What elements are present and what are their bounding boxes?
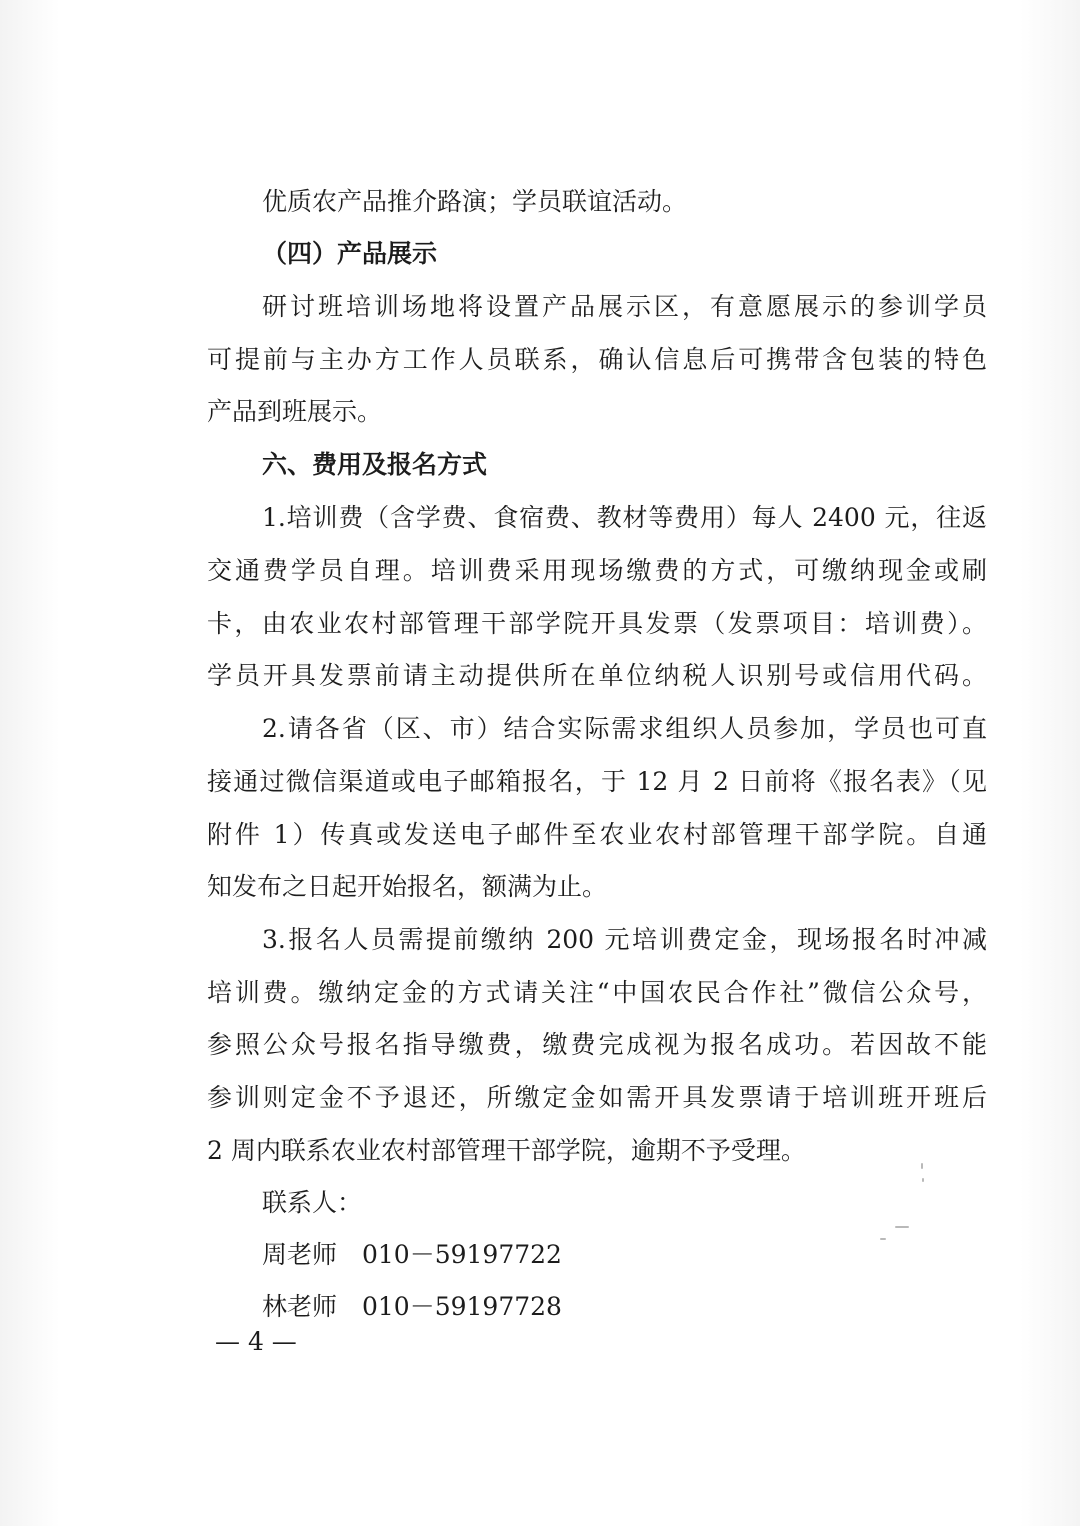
scan-speck xyxy=(922,1178,924,1182)
paragraph-fee-line-4: 学员开具发票前请主动提供所在单位纳税人识别号或信用代码。 xyxy=(207,661,987,690)
scan-speck xyxy=(921,1163,923,1169)
paragraph-deposit-line-1: 3.报名人员需提前缴纳 200 元培训费定金，现场报名时冲减 xyxy=(262,925,987,954)
scan-speck xyxy=(895,1226,909,1228)
subheading-product-display: （四）产品展示 xyxy=(262,239,438,268)
paragraph-fee-line-3: 卡，由农业农村部管理干部学院开具发票（发票项目：培训费）。 xyxy=(207,609,987,638)
paragraph-display-line-2: 可提前与主办方工作人员联系，确认信息后可携带含包装的特色 xyxy=(207,345,987,374)
paragraph-deposit-line-4: 参训则定金不予退还，所缴定金如需开具发票请于培训班开班后 xyxy=(207,1083,987,1112)
paragraph-deposit-line-3: 参照公众号报名指导缴费，缴费完成视为报名成功。若因故不能 xyxy=(207,1030,987,1059)
text-line-activities: 优质农产品推介路演；学员联谊活动。 xyxy=(262,187,688,216)
paragraph-display-line-3: 产品到班展示。 xyxy=(207,397,383,426)
contact-label: 联系人： xyxy=(262,1188,363,1217)
paragraph-fee-line-1: 1.培训费（含学费、食宿费、教材等费用）每人 2400 元，往返 xyxy=(262,503,987,532)
section-heading-fees-registration: 六、费用及报名方式 xyxy=(262,450,488,479)
contact-zhou: 周老师 010－59197722 xyxy=(262,1240,562,1269)
paragraph-display-line-1: 研讨班培训场地将设置产品展示区，有意愿展示的参训学员 xyxy=(262,292,987,321)
paragraph-registration-line-3: 附件 1）传真或发送电子邮件至农业农村部管理干部学院。自通 xyxy=(207,820,987,849)
contact-lin: 林老师 010－59197728 xyxy=(262,1292,562,1321)
paragraph-registration-line-4: 知发布之日起开始报名，额满为止。 xyxy=(207,872,608,901)
paragraph-deposit-line-5: 2 周内联系农业农村部管理干部学院，逾期不予受理。 xyxy=(207,1136,806,1165)
paragraph-fee-line-2: 交通费学员自理。培训费采用现场缴费的方式，可缴纳现金或刷 xyxy=(207,556,987,585)
paragraph-registration-line-2: 接通过微信渠道或电子邮箱报名，于 12 月 2 日前将《报名表》（见 xyxy=(207,767,987,796)
paragraph-registration-line-1: 2.请各省（区、市）结合实际需求组织人员参加，学员也可直 xyxy=(262,714,987,743)
paragraph-deposit-line-2: 培训费。缴纳定金的方式请关注“中国农民合作社”微信公众号， xyxy=(207,978,987,1007)
page-number: — 4 — xyxy=(215,1327,297,1356)
scan-speck xyxy=(880,1238,886,1240)
